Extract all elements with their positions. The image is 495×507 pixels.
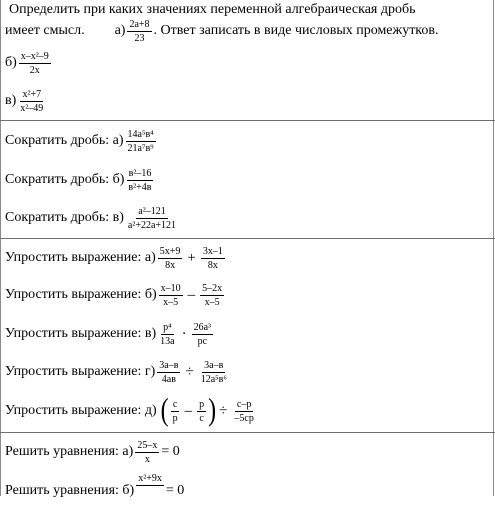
fraction (126, 206, 178, 231)
denominator: 23 (134, 32, 145, 44)
numerator: 3a–в (159, 359, 179, 371)
reduce-b (5, 163, 156, 197)
operator: – (187, 286, 196, 303)
fraction (159, 283, 183, 308)
denominator: 13a (160, 335, 175, 347)
numerator: x–x²–9 (20, 50, 49, 62)
fraction (126, 168, 153, 193)
section-divider (0, 120, 495, 121)
denominator: в²+4в (128, 181, 152, 193)
numerator: 5x+9 (159, 245, 181, 257)
intro-c-label: в) (5, 93, 17, 108)
numerator: x²+9x (138, 473, 162, 484)
fraction (136, 473, 164, 487)
intro-b-label: б) (5, 55, 17, 70)
fraction (197, 399, 206, 424)
denominator: x–5 (163, 296, 179, 308)
denominator: 8x (165, 259, 176, 271)
operator: – (184, 402, 193, 419)
section-divider (0, 238, 495, 239)
simplify-e (5, 393, 258, 429)
fraction (135, 440, 159, 465)
numerator: a²–121 (138, 205, 166, 217)
task-label: Сократить дробь: а) (5, 133, 124, 148)
simplify-a (5, 241, 227, 275)
denominator: –5cp (234, 412, 254, 424)
fraction (200, 283, 224, 308)
operator: ÷ (219, 402, 228, 419)
denominator: c (199, 412, 204, 424)
task-label: Упростить выражение: б) (5, 287, 157, 302)
task-label: Сократить дробь: в) (5, 210, 124, 225)
numerator: x–10 (160, 282, 181, 294)
task-label: Решить уравнения: б) (5, 483, 135, 498)
section-divider (0, 432, 495, 433)
simplify-d (5, 355, 231, 389)
denominator (148, 486, 152, 487)
task-label: Упростить выражение: в) (5, 326, 157, 341)
denominator: x (144, 453, 150, 465)
equation-b (5, 473, 184, 507)
intro-text-end: . Ответ записать в виде числовых промежутков. (153, 23, 439, 38)
fraction (199, 360, 229, 385)
denominator: 12a⁵в⁶ (200, 373, 227, 385)
intro-c (5, 86, 47, 116)
intro-line-1: Определить при каких значениях переменной алгебраическая дробь (9, 2, 416, 17)
simplify-b (5, 278, 226, 312)
left-paren: ( (160, 394, 169, 428)
numerator: c–p (236, 398, 252, 410)
intro-line-2 (5, 16, 439, 46)
equation-rhs: = 0 (161, 444, 180, 459)
numerator: c (172, 398, 178, 410)
right-paren: ) (208, 394, 217, 428)
intro-b-fraction (19, 51, 51, 76)
task-label: Упростить выражение: д) (5, 403, 157, 418)
intro-a-label: а) (114, 23, 126, 38)
simplify-c (5, 317, 215, 351)
numerator: 14a⁵в⁴ (127, 128, 154, 140)
intro-a-fraction (127, 19, 151, 44)
fraction (171, 399, 180, 424)
denominator: a²+22a+121 (127, 219, 177, 231)
equation-a (5, 435, 180, 469)
denominator: 8x (207, 259, 218, 271)
numerator: 5–2x (202, 282, 223, 294)
numerator: 2a+8 (129, 18, 150, 30)
denominator: 21a⁷в⁹ (127, 142, 154, 154)
fraction (158, 322, 176, 347)
numerator: p⁴ (163, 321, 172, 333)
denominator: 4aв (161, 373, 176, 385)
equation-rhs: = 0 (165, 483, 185, 498)
left-border (0, 0, 1, 496)
denominator: 2x (29, 64, 40, 76)
fraction (126, 129, 156, 154)
denominator: x²–49 (20, 102, 44, 114)
task-label: Решить уравнения: а) (5, 444, 134, 459)
fraction (232, 399, 255, 424)
task-label: Сократить дробь: б) (5, 172, 125, 187)
numerator: p (199, 398, 205, 410)
fraction (192, 322, 213, 347)
denominator: x–5 (204, 296, 220, 308)
fraction (201, 246, 225, 271)
numerator: 3a–в (204, 359, 224, 371)
intro-b (5, 48, 53, 78)
reduce-c (5, 201, 180, 235)
task-label: Упростить выражение: г) (5, 364, 156, 379)
fraction (158, 246, 183, 271)
denominator: pc (197, 335, 208, 347)
numerator: 3x–1 (202, 245, 223, 257)
operator: · (181, 325, 187, 342)
task-label: Упростить выражение: а) (5, 250, 156, 265)
intro-c-fraction (18, 89, 45, 114)
fraction (157, 360, 180, 385)
numerator: x²+7 (22, 88, 42, 100)
reduce-a (5, 124, 158, 158)
right-border (493, 0, 494, 496)
intro-text-start: имеет смысл. (5, 23, 85, 38)
numerator: 25–x (137, 439, 158, 451)
operator: ÷ (185, 363, 194, 380)
operator: + (187, 249, 196, 266)
denominator: p (172, 412, 178, 424)
numerator: 26a³ (193, 321, 212, 333)
numerator: в²–16 (128, 167, 152, 179)
